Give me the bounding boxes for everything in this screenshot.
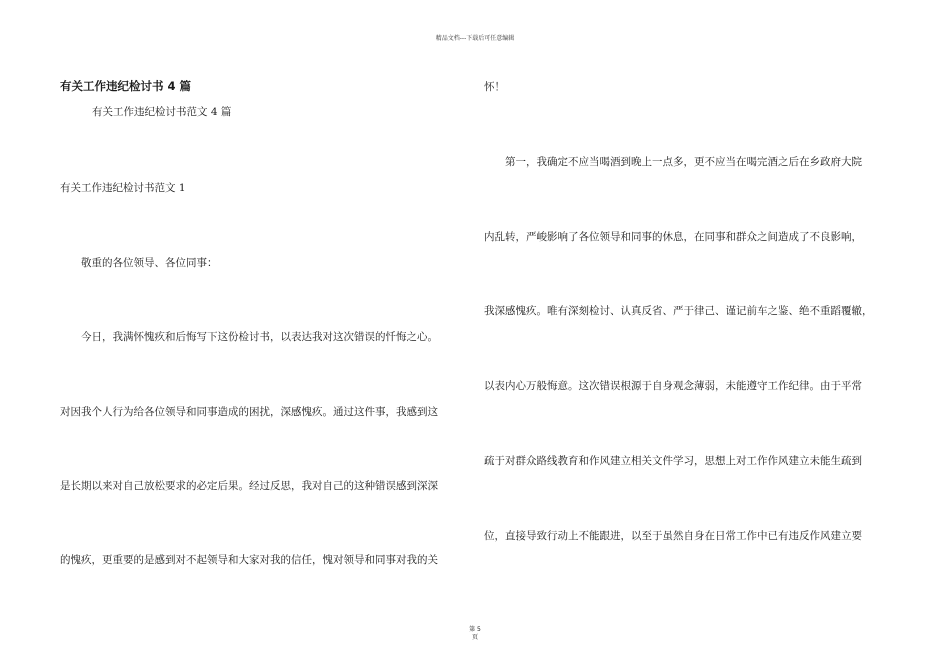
paragraph-line: 是长期以来对自己放松要求的必定后果。经过反思，我对自己的这种错误感到深深	[60, 480, 438, 492]
left-column	[60, 0, 465, 672]
page-number-line2: 页	[471, 634, 478, 641]
right-column	[484, 0, 894, 672]
salutation: 敬重的各位领导、各位同事：	[81, 257, 218, 269]
paragraph-line: 对因我个人行为给各位领导和同事造成的困扰，深感愧疚。通过这件事，我感到这	[60, 406, 438, 418]
document-title: 有关工作违纪检讨书 4 篇	[60, 79, 192, 93]
page-number-line1: 第 5	[469, 626, 481, 633]
page-number	[463, 626, 487, 642]
paragraph-line: 内乱转，严峻影响了各位领导和同事的休息，在同事和群众之间造成了不良影响，	[484, 231, 862, 243]
paragraph-line: 的愧疚，更重要的是感到对不起领导和大家对我的信任，愧对领导和同事对我的关	[60, 554, 438, 566]
paragraph-line: 第一，我确定不应当喝酒到晚上一点多，更不应当在喝完酒之后在乡政府大院	[505, 156, 862, 168]
paragraph-line: 以表内心万般悔意。这次错误根源于自身观念薄弱，未能遵守工作纪律。由于平常	[484, 380, 862, 392]
paragraph-line: 我深感愧疚。唯有深刻检讨、认真反省、严于律己、谨记前车之鉴、绝不重蹈覆辙，	[484, 305, 873, 317]
paragraph-line: 疏于对群众路线教育和作风建立相关文件学习，思想上对工作作风建立未能生疏到	[484, 455, 862, 467]
page-header: 精品文档---下载后可任意编辑	[435, 35, 515, 42]
paragraph-line: 今日，我满怀愧疚和后悔写下这份检讨书，以表达我对这次错误的忏悔之心。	[81, 331, 438, 343]
paragraph-line: 位，直接导致行动上不能跟进，以至于虽然自身在日常工作中已有违反作风建立要	[484, 530, 862, 542]
document-subtitle: 有关工作违纪检讨书范文 4 篇	[92, 106, 232, 118]
paragraph-line: 怀！	[484, 81, 505, 93]
section-heading: 有关工作违纪检讨书范文 1	[60, 182, 186, 194]
